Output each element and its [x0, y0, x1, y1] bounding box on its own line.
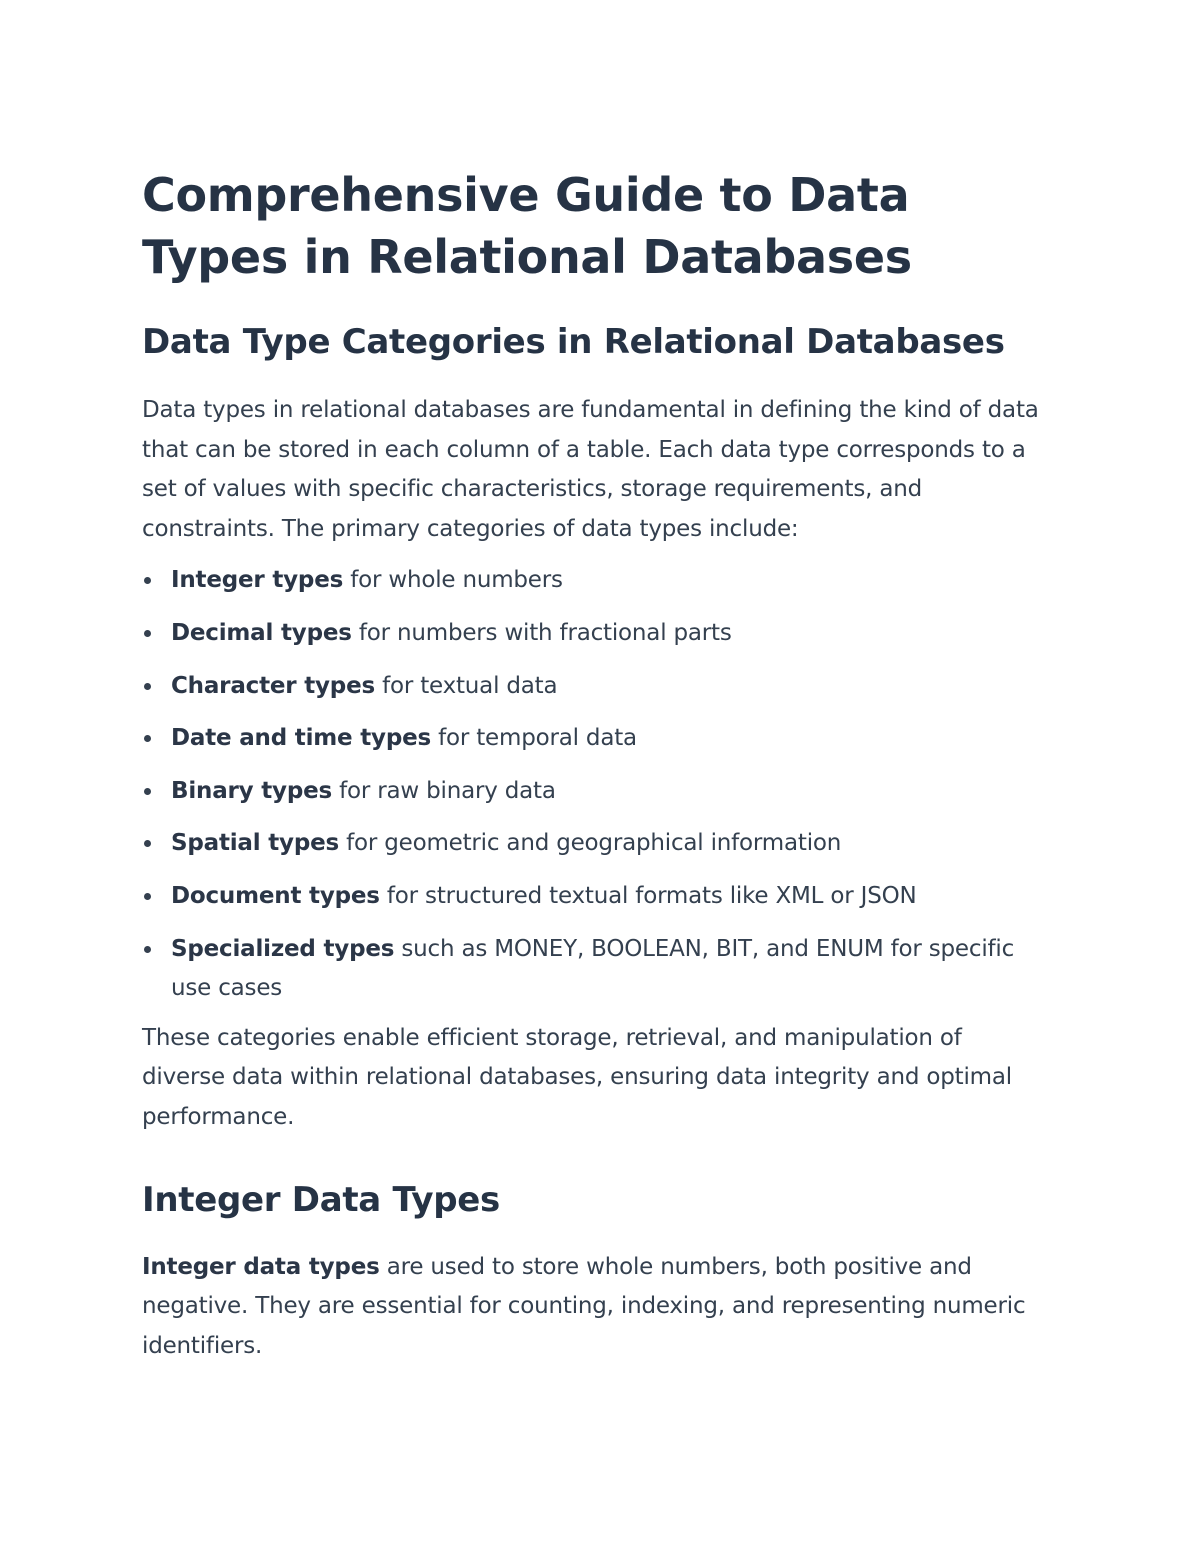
bullet-icon [144, 946, 151, 953]
integer-lead-term: Integer data types [142, 1253, 380, 1280]
list-item-term: Character types [171, 672, 375, 699]
list-item-text: for temporal data [430, 725, 637, 752]
list-item [142, 824, 1050, 864]
list-item [142, 614, 1050, 654]
list-item-term: Spatial types [171, 830, 339, 857]
document-title: Comprehensive Guide to Data Types in Relational Databases [142, 168, 912, 284]
bullet-icon [144, 840, 151, 847]
categories-conclusion-paragraph: These categories enable efficient storage, retrieval, and manipulation of diverse data within relational databases, ensuring data integrity and optimal performance. [142, 1024, 1012, 1130]
categories-list [142, 561, 1050, 1008]
list-item-text: for raw binary data [332, 777, 556, 804]
list-item-term: Document types [171, 882, 380, 909]
list-item-text: such as MONEY, BOOLEAN, BIT, and ENUM for specific use cases [171, 935, 1015, 1002]
bullet-icon [144, 735, 151, 742]
list-item-term: Decimal types [171, 619, 352, 646]
list-item-text: for whole numbers [343, 567, 563, 594]
list-item [142, 772, 1050, 812]
bullet-icon [144, 577, 151, 584]
list-item [142, 561, 1050, 601]
categories-intro-paragraph: Data types in relational databases are fundamental in defining the kind of data that can be stored in each column of a table. Each data type corresponds to a set of values with specific characteristics, storage requirements, and constraints. The primary categories of data types include: [142, 397, 1039, 542]
list-item-term: Binary types [171, 777, 332, 804]
integer-intro-paragraph [142, 1248, 1050, 1367]
list-item-term: Integer types [171, 567, 344, 594]
list-item-text: for geometric and geographical information [338, 830, 842, 857]
section-heading-integer: Integer Data Types [142, 1179, 500, 1220]
list-item-text: for textual data [374, 672, 558, 699]
integer-lead-text: are used to store whole numbers, both positive and negative. They are essential for counting, indexing, and representing numeric identifiers. [142, 1253, 1026, 1359]
bullet-icon [144, 683, 151, 690]
list-item-text: for numbers with fractional parts [351, 619, 732, 646]
list-item [142, 877, 1050, 917]
list-item [142, 719, 1050, 759]
bullet-icon [144, 788, 151, 795]
bullet-icon [144, 630, 151, 637]
list-item-term: Specialized types [171, 935, 395, 962]
list-item [142, 667, 1050, 707]
list-item [142, 930, 1050, 1009]
section-heading-categories: Data Type Categories in Relational Databases [142, 322, 1005, 362]
list-item-term: Date and time types [171, 725, 431, 752]
list-item-text: for structured textual formats like XML or JSON [379, 882, 917, 909]
bullet-icon [144, 893, 151, 900]
